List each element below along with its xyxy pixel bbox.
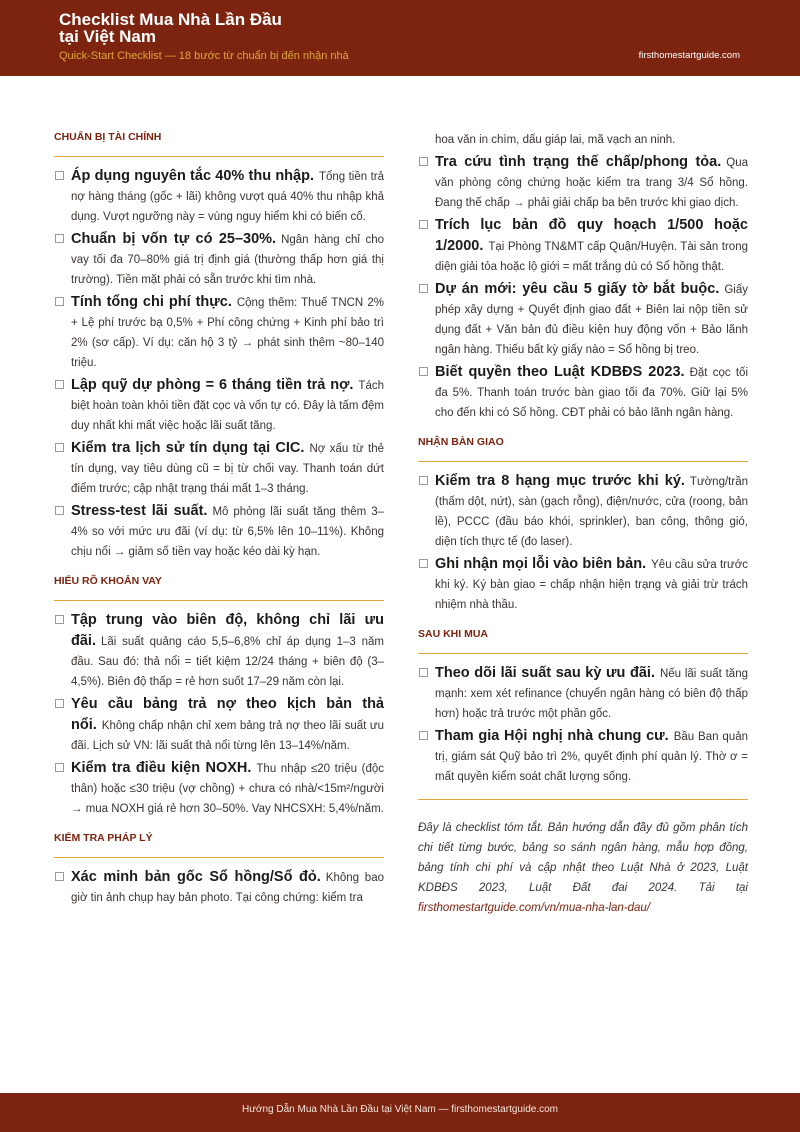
checkbox[interactable] bbox=[55, 506, 64, 515]
checkbox[interactable] bbox=[55, 234, 64, 243]
checklist-item-body: Đặt cọc tối đa 5%. Thanh toán trước bàn giao tối đa 70%. Giữ lại 5% cho đến khi có Sổ hồng. CĐT phải có bảo lãnh ngân hàng. bbox=[435, 367, 748, 419]
checklist-item-body: Yêu cầu sửa trước khi ký. Ký bàn giao = chấp nhận hiện trạng và giải trừ trách nhiệm nhà thầu. bbox=[435, 559, 748, 611]
checklist-item-body: Lãi suất quảng cáo 5,5–6,8% chỉ áp dụng 1–3 năm đầu. Sau đó: thả nổi = tiết kiệm 12/24 tháng + biên độ (3–4,5%). Biên độ thấp = rẻ hơn suốt 17–29 năm còn lại. bbox=[71, 636, 384, 688]
checklist-item bbox=[418, 471, 748, 552]
checklist-item bbox=[54, 375, 384, 436]
checklist-item bbox=[418, 152, 748, 213]
legal-items-continued bbox=[418, 152, 748, 423]
section-rule bbox=[54, 857, 384, 858]
section-heading-sau-khi-mua: SAU KHI MUA bbox=[418, 628, 488, 640]
checklist-item-title: Ghi nhận mọi lỗi vào biên bản. bbox=[435, 556, 647, 572]
continuation-body: hoa văn in chìm, dấu giáp lai, mã vạch an ninh. bbox=[435, 134, 676, 146]
checklist-item-title: Kiểm tra điều kiện NOXH. bbox=[71, 760, 252, 776]
checklist-item-title: Xác minh bản gốc Sổ hồng/Sổ đỏ. bbox=[71, 869, 321, 885]
checkbox[interactable] bbox=[55, 763, 64, 772]
checklist-item-body: Cộng thêm: Thuế TNCN 2% + Lệ phí trước bạ 0,5% + Phí công chứng + Kinh phí bảo trì 2% (sơ cấp). Ví dụ: căn hộ 3 tỷ → phát sinh thêm ~80–140 triệu. bbox=[71, 297, 384, 369]
checklist-item-title: Lập quỹ dự phòng = 6 tháng tiền trả nợ. bbox=[71, 377, 354, 393]
document-subtitle: Quick-Start Checklist — 18 bước từ chuẩn bị đến nhận nhà bbox=[59, 50, 349, 62]
checklist-item-body: Tổng tiền trả nợ hàng tháng (gốc + lãi) không vượt quá 40% thu nhập khả dụng. Vượt ngưỡng này = vùng nguy hiểm khi có biến cố. bbox=[71, 171, 384, 223]
checklist-item bbox=[418, 362, 748, 423]
section-rule bbox=[418, 653, 748, 654]
guide-link[interactable]: firsthomestartguide.com/vn/mua-nha-lan-dau/ bbox=[418, 902, 651, 914]
checklist-item-body: Tách biệt hoàn toàn khỏi tiền đặt cọc và vốn tự có. Đây là tấm đệm duy nhất khi mất việc hoặc lãi suất tăng. bbox=[71, 380, 384, 432]
section-heading-kiem-tra-phap-ly: KIỂM TRA PHÁP LÝ bbox=[54, 832, 153, 844]
checklist-item bbox=[418, 726, 748, 787]
checkbox[interactable] bbox=[419, 284, 428, 293]
checkbox[interactable] bbox=[419, 559, 428, 568]
checklist-item bbox=[54, 758, 384, 819]
footer-text: Hướng Dẫn Mua Nhà Lần Đầu tại Việt Nam — firsthomestartguide.com bbox=[242, 1104, 558, 1115]
checklist-item-body: Nếu lãi suất tăng mạnh: xem xét refinance (chuyển ngân hàng có biên độ thấp hơn) hoặc trả trước một phần gốc. bbox=[435, 668, 748, 720]
section-rule bbox=[418, 461, 748, 462]
checklist-item-body: Qua văn phòng công chứng hoặc kiểm tra trang 3/4 Sổ hồng. Đang thế chấp → phải giải chấp ba bên trước khi giao dịch. bbox=[435, 157, 748, 209]
section-gap bbox=[418, 617, 748, 627]
left-column bbox=[54, 130, 384, 910]
checklist-item-title: Chuẩn bị vốn tự có 25–30%. bbox=[71, 231, 277, 247]
checkbox[interactable] bbox=[419, 476, 428, 485]
checkbox[interactable] bbox=[55, 872, 64, 881]
checkbox[interactable] bbox=[55, 171, 64, 180]
checklist-item-title: Stress-test lãi suất. bbox=[71, 503, 208, 519]
header-website-url[interactable]: firsthomestartguide.com bbox=[638, 50, 740, 61]
section-heading-nhan-ban-giao: NHẬN BÀN GIAO bbox=[418, 436, 504, 448]
checklist-item-body: Không bao giờ tin ảnh chụp hay bản photo. Tại công chứng: kiểm tra bbox=[71, 872, 384, 904]
checklist-item-title: Áp dụng nguyên tắc 40% thu nhập. bbox=[71, 168, 314, 184]
checkbox[interactable] bbox=[55, 297, 64, 306]
note-divider bbox=[418, 799, 748, 800]
document-title-line1: Checklist Mua Nhà Lần Đầu bbox=[59, 10, 282, 29]
checklist-item-body: Bầu Ban quản trị, giám sát Quỹ bảo trì 2%, quyết định phí quản lý. Thờ ơ = mất quyền kiểm soát chất lượng sống. bbox=[435, 731, 748, 783]
section-gap bbox=[54, 821, 384, 831]
checklist-item-title: Tham gia Hội nghị nhà chung cư. bbox=[435, 728, 669, 744]
section-heading-hieu-ro-khoan-vay: HIỂU RÕ KHOẢN VAY bbox=[54, 575, 162, 587]
checklist-item-body: Mô phỏng lãi suất tăng thêm 3–4% so với mức ưu đãi (ví dụ: từ 6,5% lên 10–11%). Không chịu nổi → giảm số tiền vay hoặc kéo dài kỳ hạn. bbox=[71, 506, 384, 558]
summary-note bbox=[418, 818, 748, 918]
checklist-item-body: Nợ xấu từ thẻ tín dụng, vay tiêu dùng cũ = bị từ chối vay. Thanh toán dứt điểm trước; cập nhật trạng thái mất 1–3 tháng. bbox=[71, 443, 384, 495]
summary-note-text: Đây là checklist tóm tắt. Bản hướng dẫn đầy đủ gồm phân tích chi tiết từng bước, bảng so sánh ngân hàng, mẫu hợp đồng, bảng tính chi phí và cập nhật theo Luật Nhà ở 2023, Luật KDBĐS 2023, Luật Đất đai 2024. Tải tại bbox=[418, 822, 748, 894]
checkbox[interactable] bbox=[419, 157, 428, 166]
checklist-item-body: Tại Phòng TN&MT cấp Quận/Huyện. Tài sản trong diện giải tỏa hoặc lộ giới = mất trắng dù có Sổ hồng thật. bbox=[435, 241, 748, 273]
checklist-item bbox=[54, 229, 384, 290]
right-sections bbox=[418, 425, 748, 787]
right-column bbox=[418, 130, 748, 918]
checklist-item-title: Biết quyền theo Luật KDBĐS 2023. bbox=[435, 364, 685, 380]
checkbox[interactable] bbox=[55, 699, 64, 708]
checkbox[interactable] bbox=[419, 367, 428, 376]
checklist-item-body: Giấy phép xây dựng + Quyết định giao đất + Biên lai nộp tiền sử dụng đất + Văn bản đủ điều kiện huy động vốn + Bảo lãnh ngân hàng. Thiếu bất kỳ giấy nào = Sổ hồng bị treo. bbox=[435, 284, 748, 356]
section-gap bbox=[418, 425, 748, 435]
section-rule bbox=[54, 156, 384, 157]
checklist-item-title: Kiểm tra 8 hạng mục trước khi ký. bbox=[435, 473, 685, 489]
section-heading-chuan-bi-tai-chinh: CHUẨN BỊ TÀI CHÍNH bbox=[54, 131, 162, 143]
checkbox[interactable] bbox=[419, 731, 428, 740]
checklist-item-body: Thu nhập ≤20 triệu (độc thân) hoặc ≤30 triệu (vợ chồng) + chưa có nhà/<15m²/người → mua NOXH giá rẻ hơn 30–50%. Vay NHCSXH: 5,4%/năm. bbox=[71, 763, 384, 815]
checkbox[interactable] bbox=[55, 380, 64, 389]
document-title bbox=[59, 11, 389, 45]
checkbox[interactable] bbox=[55, 615, 64, 624]
section-rule bbox=[54, 600, 384, 601]
checklist-item-title: Tính tổng chi phí thực. bbox=[71, 294, 232, 310]
checklist-item-title: Trích lục bản đồ quy hoạch 1/500 hoặc 1/2000. bbox=[435, 217, 748, 254]
checklist-item bbox=[54, 166, 384, 227]
checklist-item bbox=[54, 867, 384, 908]
checklist-item bbox=[418, 554, 748, 615]
checklist-item-title: Yêu cầu bảng trả nợ theo kịch bản thả nổi. bbox=[71, 696, 384, 733]
continuation-text bbox=[418, 130, 748, 150]
document-title-line2: tại Việt Nam bbox=[59, 27, 157, 46]
checklist-item-title: Kiểm tra lịch sử tín dụng tại CIC. bbox=[71, 440, 305, 456]
checklist-item bbox=[418, 215, 748, 277]
section-gap bbox=[54, 564, 384, 574]
checkbox[interactable] bbox=[419, 668, 428, 677]
checkbox[interactable] bbox=[419, 220, 428, 229]
checklist-item bbox=[54, 694, 384, 756]
checklist-item-body: Không chấp nhận chỉ xem bảng trả nợ theo lãi suất ưu đãi. Lịch sử VN: lãi suất thả nổi từng lên 13–14%/năm. bbox=[71, 720, 384, 752]
checklist-item bbox=[54, 438, 384, 499]
checkbox[interactable] bbox=[55, 443, 64, 452]
checklist-item-title: Tập trung vào biên độ, không chỉ lãi ưu đãi. bbox=[71, 612, 384, 649]
page-header bbox=[0, 0, 800, 76]
checklist-item bbox=[54, 501, 384, 562]
checklist-item bbox=[418, 663, 748, 724]
checklist-item bbox=[54, 292, 384, 373]
checklist-item-title: Dự án mới: yêu cầu 5 giấy tờ bắt buộc. bbox=[435, 281, 720, 297]
checklist-item-body: Tường/trần (thấm dột, nứt), sàn (gạch rỗng), điện/nước, cửa (roong, bản lề), PCCC (đầu báo khói, sprinkler), ban công, thông gió, diện tích thực tế (đo laser). bbox=[435, 476, 748, 548]
page-footer bbox=[0, 1093, 800, 1132]
checklist-item bbox=[54, 610, 384, 692]
checklist-item-title: Tra cứu tình trạng thế chấp/phong tỏa. bbox=[435, 154, 722, 170]
checklist-item-body: Ngân hàng chỉ cho vay tối đa 70–80% giá trị định giá (thường thấp hơn giá thị trường). Tiền mặt phải có sẵn trước khi tìm nhà. bbox=[71, 234, 384, 286]
checklist-item bbox=[418, 279, 748, 360]
checklist-item-title: Theo dõi lãi suất sau kỳ ưu đãi. bbox=[435, 665, 655, 681]
